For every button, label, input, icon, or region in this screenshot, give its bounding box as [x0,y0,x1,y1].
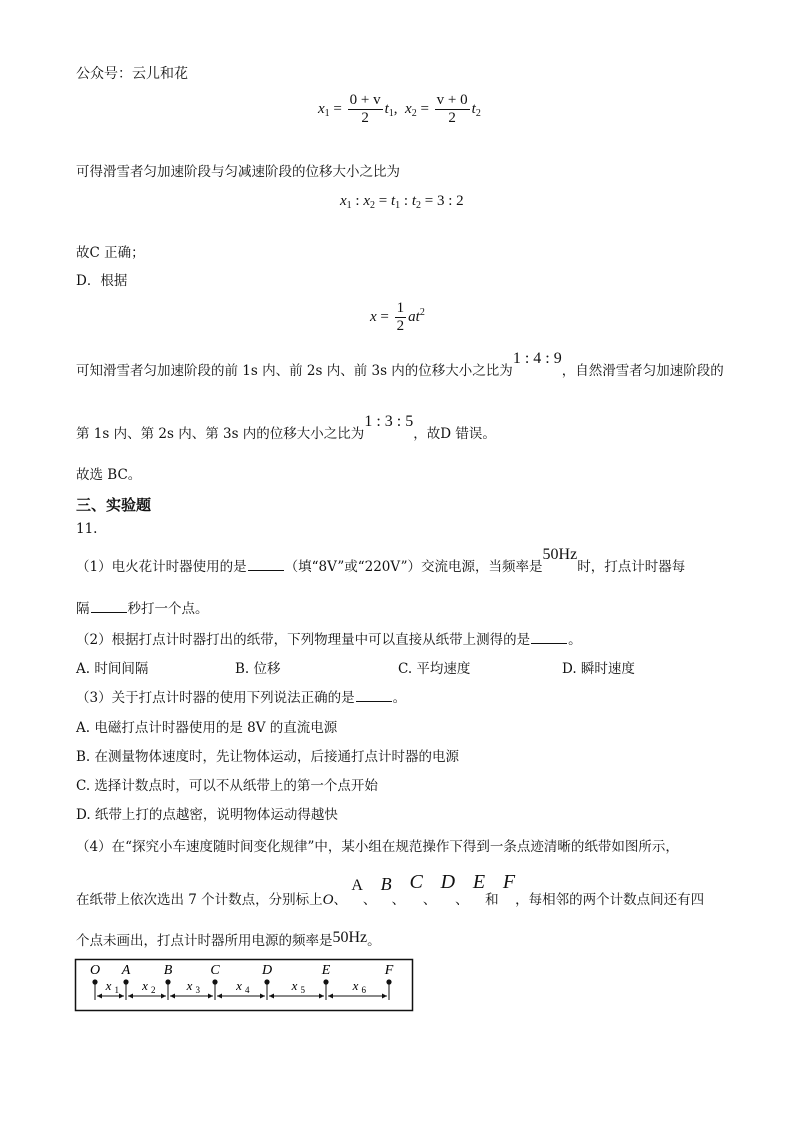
tape-arrow-head-left [328,994,333,999]
header-note: 公众号：云儿和花 [76,66,188,82]
answer-blank[interactable] [531,631,567,644]
tape-segment-label: x [186,978,193,993]
tape-segment-label: x [352,978,359,993]
equation-1: $x_1$ = $\frac{0 + v}{2}$ $t_1$, $x_2$ = $\frac{v + 0}{2}$ $t_2$ [318,92,481,126]
tape-point-label: B [163,963,173,978]
tape-segment-label: x [142,978,148,993]
tape-point-label: O [89,963,101,978]
tape-point-label: E [321,963,331,978]
tape-segment-label: x [236,978,242,993]
tape-segment-label: x [105,978,112,993]
equation-2: $x_1$ : $x_2 = t_1$ : $t_2 = 3$ : 2 [340,193,464,211]
option-d: D. 瞬时速度 [562,661,635,677]
question-3: （3）关于打点计时器的使用下列说法正确的是 。 [76,690,407,706]
section-heading: 三、实验题 [76,496,152,514]
tape-arrow-head-right [260,994,265,999]
tape-segment-sub: 3 [195,985,200,995]
tape-segment-sub: 1 [114,985,119,995]
answer-blank[interactable] [91,600,127,613]
tape-arrow-head-left [128,994,133,999]
tape-arrow-head-right [382,994,387,999]
tape-segment-label: x [291,978,298,993]
tape-point-label: D [261,963,273,978]
option-c: C. 选择计数点时，可以不从纸带上的第一个点开始 [76,778,378,794]
question-1-line-1: （1）电火花计时器使用的是 （填“8V”或“220V”）交流电源，当频率是50Hz时，打点计时器每 [76,546,686,575]
tape-arrow-head-left [97,994,102,999]
tape-arrow-head-right [319,994,324,999]
option-b: B. 位移 [235,661,281,677]
tape-arrow-head-right [119,994,124,999]
tape-segment-sub: 5 [300,985,305,995]
option-b: B. 在测量物体速度时，先让物体运动，后接通打点计时器的电源 [76,749,460,765]
tape-arrow-head-left [269,994,274,999]
tape-segment-sub: 6 [361,985,366,995]
option-a: A. 时间间隔 [76,661,149,677]
ratio-1-4-9: 1 : 4 : 9 [512,350,562,367]
paragraph: 故C 正确； [76,245,145,261]
question-2: （2）根据打点计时器打出的纸带，下列物理量中可以直接从纸带上测得的是 。 [76,632,582,648]
tape-point-label: A [121,963,131,978]
tape-arrow-head-left [170,994,175,999]
tape-arrow-head-left [217,994,222,999]
paper-tape-figure [74,958,414,1014]
paragraph: 故选 BC。 [76,467,142,483]
tape-arrow-head-right [161,994,166,999]
answer-blank[interactable] [248,558,284,571]
answer-blank[interactable] [356,689,392,702]
paragraph: D．根据 [76,273,128,289]
paragraph: 可得滑雪者匀加速阶段与匀减速阶段的位移大小之比为 [76,164,400,180]
tape-arrow-head-right [208,994,213,999]
question-1-line-2: 隔 秒打一个点。 [76,601,209,617]
paragraph: 第 1s 内、第 2s 内、第 3s 内的位移大小之比为1 : 3 : 5，故D 错误。 [76,413,496,442]
paragraph: 可知滑雪者匀加速阶段的前 1s 内、前 2s 内、前 3s 内的位移大小之比为1 : 4 : 9，自然滑雪者匀加速阶段的 [76,350,724,379]
question-4-line-1: （4）在“探究小车速度随时间变化规律”中，某小组在规范操作下得到一条点迹清晰的纸带如图所示， [76,839,679,855]
option-a: A. 电磁打点计时器使用的是 8V 的直流电源 [76,720,338,736]
tape-point-label: C [210,963,220,978]
question-number: 11. [76,521,98,537]
tape-segment-sub: 2 [151,985,156,995]
ratio-1-3-5: 1 : 3 : 5 [364,413,414,430]
option-c: C. 平均速度 [398,661,471,677]
question-4-line-3: 个点未画出，打点计时器所用电源的频率是50Hz。 [76,929,381,949]
tape-segment-sub: 4 [245,985,250,995]
tape-point-label: F [384,963,394,978]
equation-3: x = $\frac{1}{2}$ $at^2$ [370,300,425,334]
question-4-line-2: 在纸带上依次选出 7 个计数点，分别标上O、 A、 B、 C、 D、 E和 F，每相邻的两个计数点间还有四 [76,871,705,908]
option-d: D. 纸带上打的点越密，说明物体运动得越快 [76,807,338,823]
